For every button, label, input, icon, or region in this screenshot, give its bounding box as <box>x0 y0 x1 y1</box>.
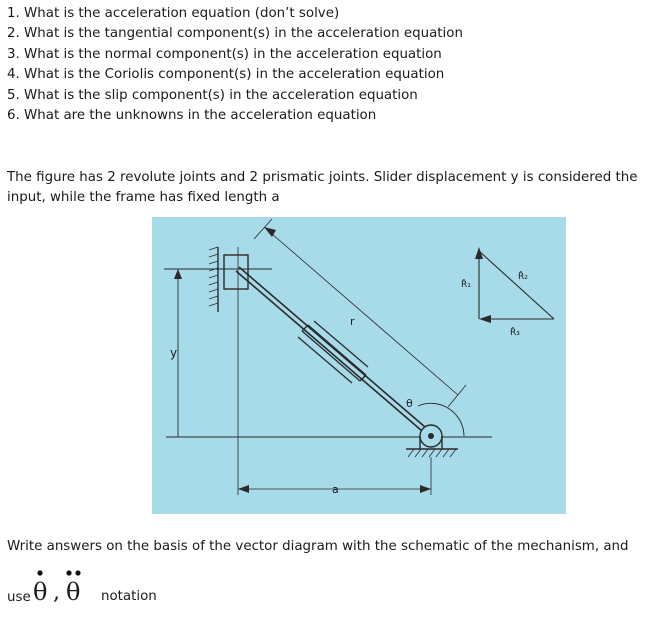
link-bar-bottom <box>236 271 429 437</box>
label-theta: θ <box>406 397 413 410</box>
use-label: use <box>7 590 31 605</box>
label-r1: R̂₁ <box>461 280 471 290</box>
link-bar-top <box>239 267 432 433</box>
question-3: 3. What is the normal component(s) in the acceleration equation <box>7 46 442 62</box>
label-r3: R̂₃ <box>510 328 520 338</box>
label-r: r <box>350 315 355 328</box>
theta-ddot-symbol: θ <box>66 578 81 606</box>
question-6: 6. What are the unknowns in the acceleration equation <box>7 108 377 124</box>
mechanism-figure <box>152 217 566 514</box>
question-1: 1. What is the acceleration equation (don’t solve) <box>7 6 340 21</box>
single-dot-icon <box>36 568 46 578</box>
theta-dot-symbol: θ <box>33 578 48 606</box>
question-2: 2. What is the tangential component(s) in the acceleration equation <box>7 26 463 42</box>
label-r2: R̂₂ <box>518 272 528 282</box>
notation-suffix: notation <box>101 589 157 604</box>
ground-hatch <box>408 449 456 457</box>
question-list <box>7 4 463 126</box>
double-dot-icon <box>64 568 84 578</box>
instruction-text: Write answers on the basis of the vector diagram with the schematic of the mechanism, and <box>7 539 629 554</box>
wall-hatch <box>209 247 218 306</box>
r-dimension-line <box>264 227 458 395</box>
prismatic-sleeve <box>298 321 368 383</box>
question-5: 5. What is the slip component(s) in the acceleration equation <box>7 87 418 103</box>
question-4: 4. What is the Coriolis component(s) in the acceleration equation <box>7 67 445 83</box>
vector-r2 <box>479 251 554 319</box>
intro-paragraph: The figure has 2 revolute joints and 2 prismatic joints. Slider displacement y is considered the input, while the frame has fixed length a <box>7 170 638 206</box>
notation-line <box>0 566 649 616</box>
label-a: a <box>332 483 339 496</box>
comma-separator: , <box>53 580 60 605</box>
label-y: y <box>170 346 178 360</box>
